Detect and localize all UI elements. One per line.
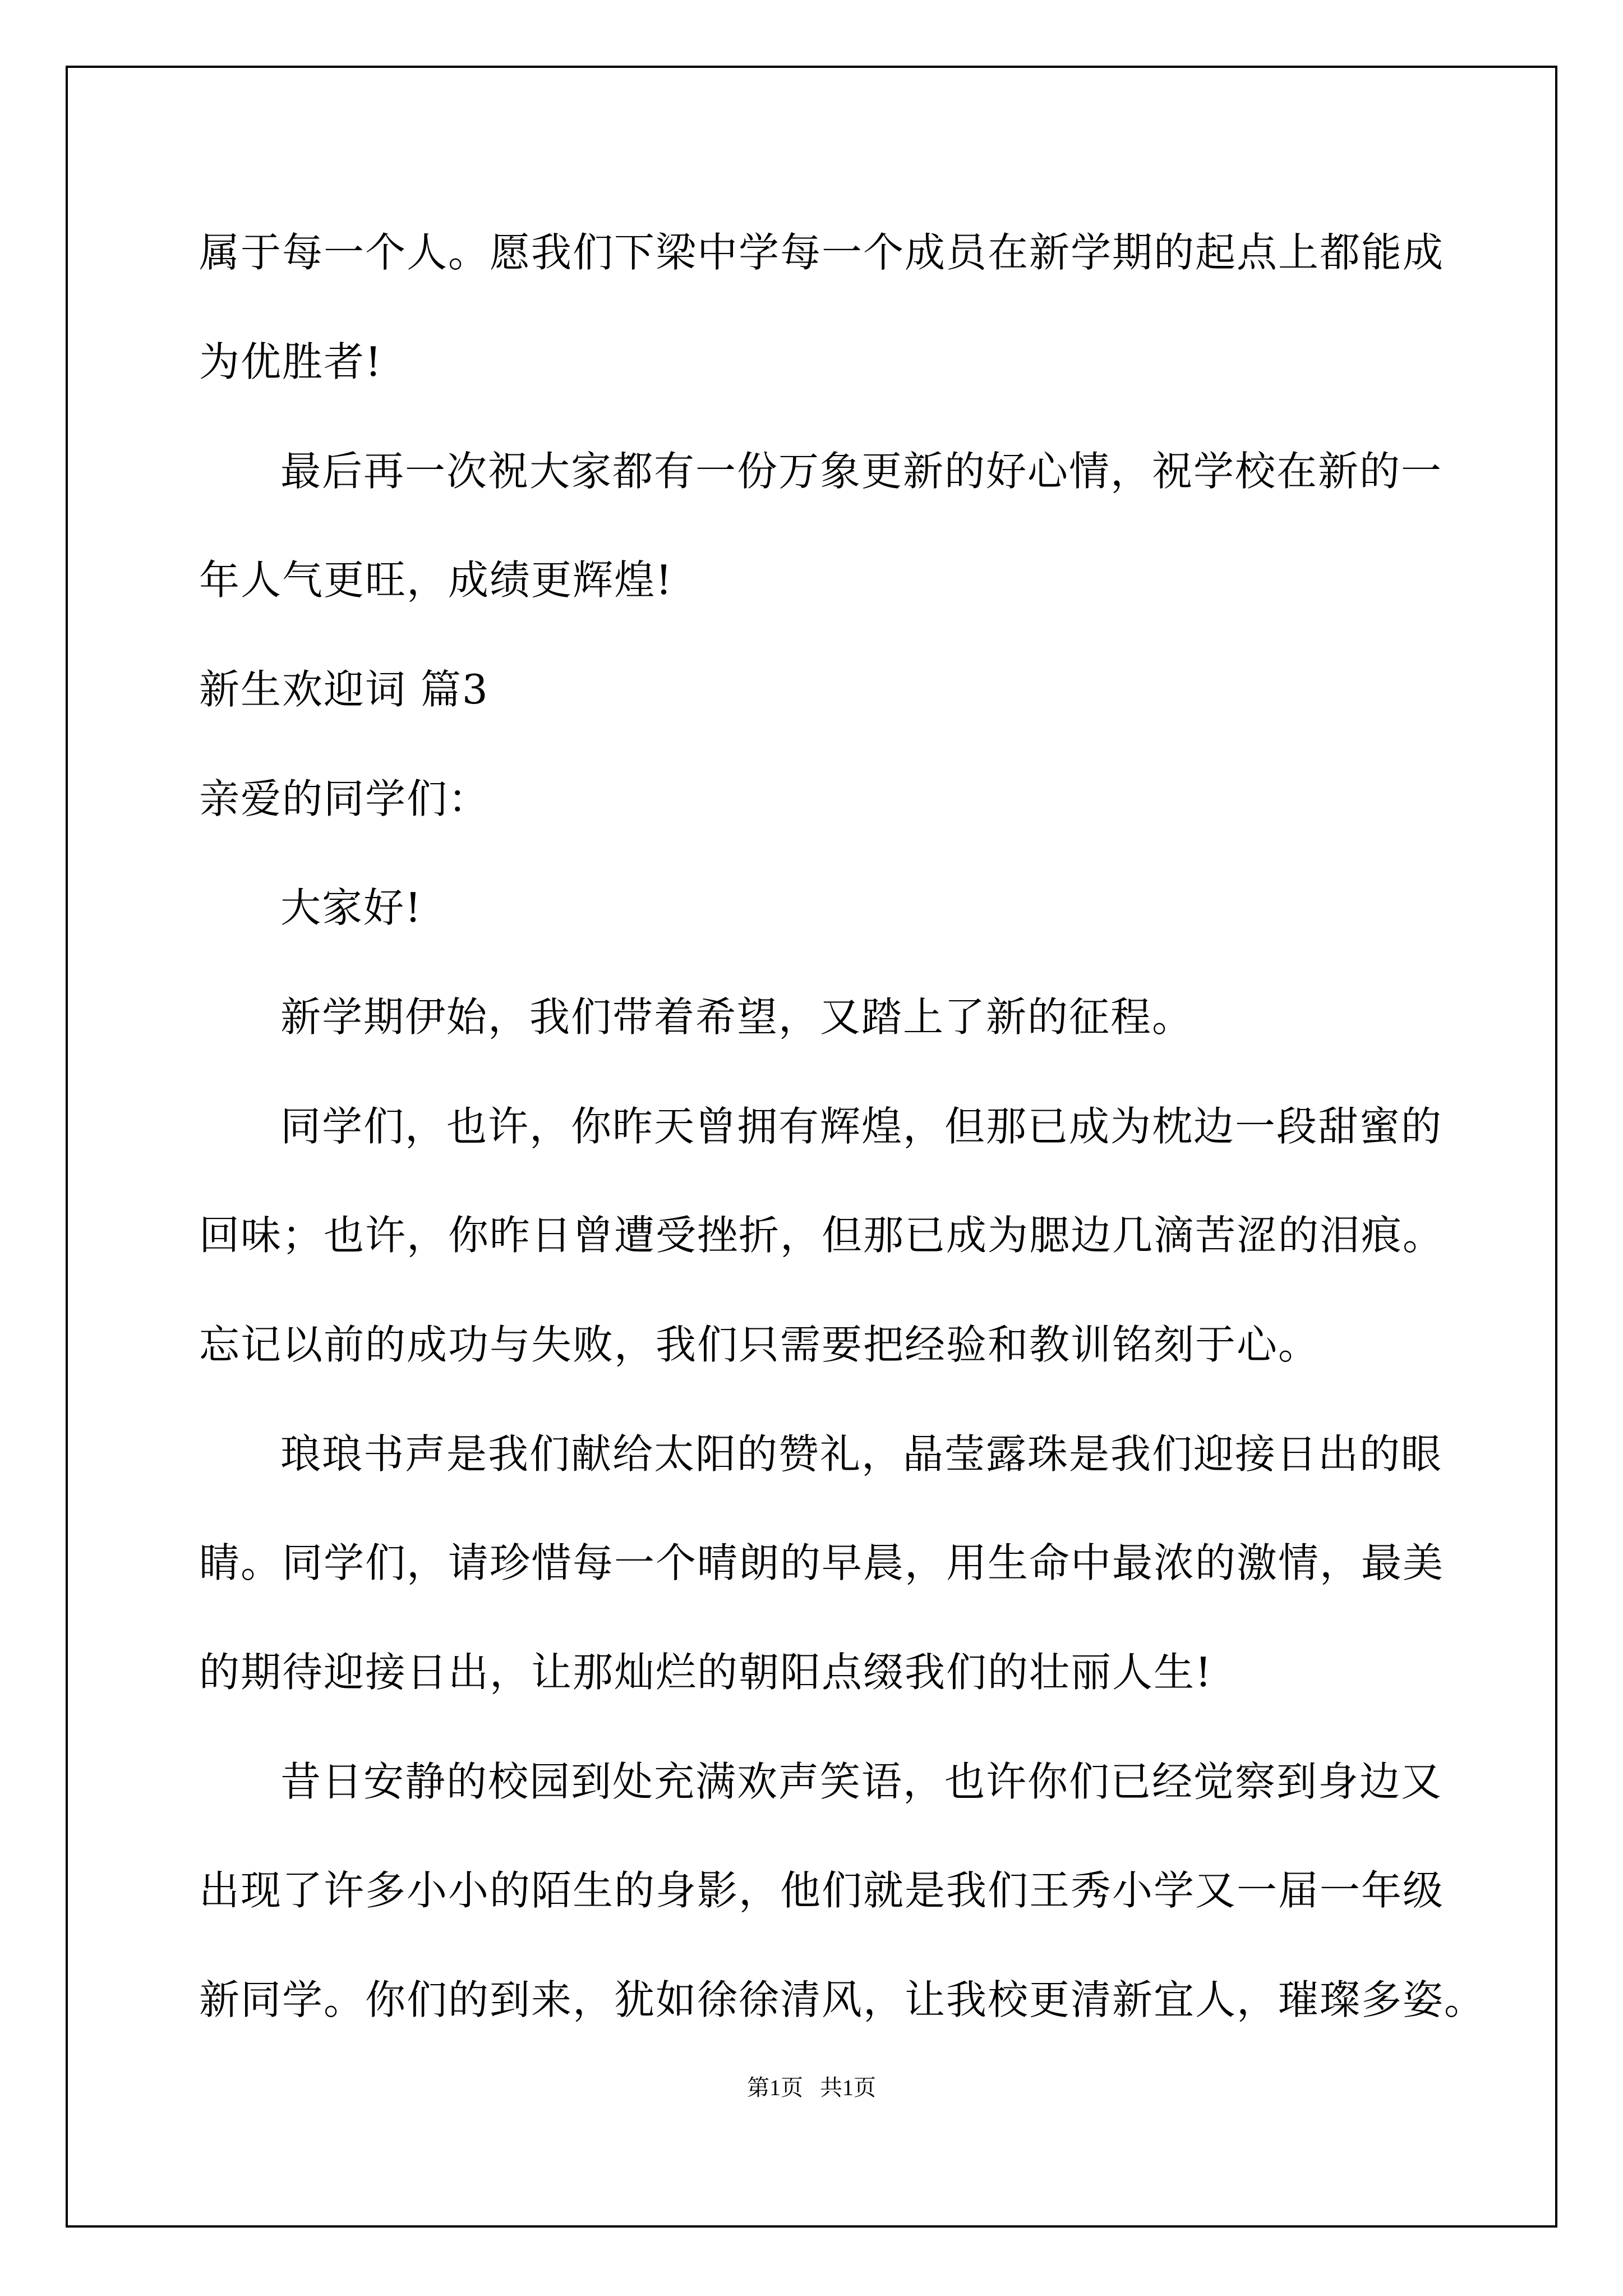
text-line: 为优胜者!	[199, 338, 382, 385]
paragraph-start-line: 同学们，也许，你昨天曾拥有辉煌，但那已成为枕边一段甜蜜的	[280, 1103, 1443, 1150]
text-line: 年人气更旺，成绩更辉煌!	[199, 556, 673, 604]
text-line: 睛。同学们，请珍惜每一个晴朗的早晨，用生命中最浓的激情，最美	[199, 1539, 1445, 1586]
paragraph-start-line: 琅琅书声是我们献给太阳的赞礼，晶莹露珠是我们迎接日出的眼	[280, 1430, 1443, 1478]
paragraph-start-line: 昔日安静的校园到处充满欢声笑语，也许你们已经觉察到身边又	[280, 1758, 1443, 1805]
text-line: 的期待迎接日出，让那灿烂的朝阳点缀我们的壮丽人生!	[199, 1649, 1212, 1696]
text-line: 新同学。你们的到来，犹如徐徐清风，让我校更清新宜人，璀璨多姿。	[199, 1976, 1486, 2023]
section-heading: 新生欢迎词 篇3	[199, 666, 489, 713]
text-line: 回味；也许，你昨日曾遭受挫折，但那已成为腮边几滴苦涩的泪痕。	[199, 1212, 1445, 1259]
greeting: 大家好!	[280, 884, 422, 931]
page-number-footer: 第1页 共1页	[747, 2075, 876, 2100]
paragraph-start-line: 最后再一次祝大家都有一份万象更新的好心情，祝学校在新的一	[280, 448, 1443, 495]
text-line: 出现了许多小小的陌生的身影，他们就是我们王秀小学又一届一年级	[199, 1867, 1445, 1914]
salutation: 亲爱的同学们：	[199, 775, 490, 822]
text-line: 属于每一个人。愿我们下梁中学每一个成员在新学期的起点上都能成	[199, 229, 1445, 276]
text-line: 忘记以前的成功与失败，我们只需要把经验和教训铭刻于心。	[199, 1321, 1320, 1368]
paragraph-start-line: 新学期伊始，我们带着希望，又踏上了新的征程。	[280, 993, 1194, 1041]
